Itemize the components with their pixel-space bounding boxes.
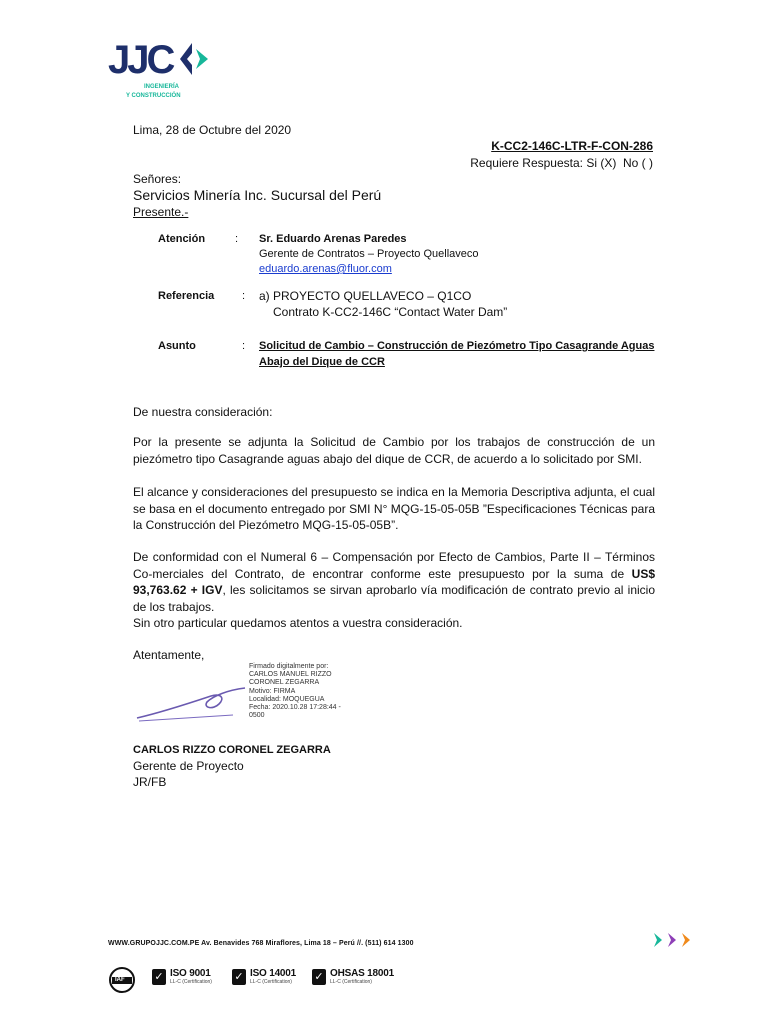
handwritten-signature bbox=[133, 668, 248, 726]
footer-address: WWW.GRUPOJJC.COM.PE Av. Benavides 768 Miraflores, Lima 18 – Perú //. (511) 614 1300 bbox=[108, 940, 414, 947]
salutation: Señores: bbox=[133, 172, 182, 186]
logo-chevron-icon bbox=[178, 41, 214, 77]
digital-signature-meta bbox=[249, 663, 359, 720]
recipient-company: Servicios Minería Inc. Sucursal del Perú bbox=[133, 187, 382, 203]
sig-meta-line: Localidad: MOQUEGUA bbox=[249, 695, 325, 703]
checkmark-icon: ✓ bbox=[232, 969, 246, 985]
cert-title: ISO 9001 bbox=[170, 968, 211, 979]
company-logo bbox=[108, 38, 218, 104]
sig-meta-line: Firmado digitalmente por: bbox=[249, 663, 329, 670]
logo-tagline-1: INGENIERÍA bbox=[144, 84, 180, 90]
checkmark-icon: ✓ bbox=[312, 969, 326, 985]
signer-name: CARLOS RIZZO CORONEL ZEGARRA bbox=[133, 744, 331, 756]
cert-sub: LL-C (Certification) bbox=[250, 979, 292, 985]
cert-iso14001 bbox=[232, 968, 296, 985]
letter-date: Lima, 28 de Octubre del 2020 bbox=[133, 123, 292, 137]
attention-email-link[interactable]: eduardo.arenas@fluor.com bbox=[259, 263, 392, 275]
paragraph-2: El alcance y consideraciones del presupuesto se indica en la Memoria Descriptiva adjunta, el cual se basa en el documento entregado por SMI N° MQG-15-05-05B ”Especificaciones Técnicas para la Construcción del Piezómetro MQG-15-05-05B”. bbox=[133, 485, 655, 532]
attention-label: Atención bbox=[158, 233, 206, 245]
cert-iso9001 bbox=[152, 968, 212, 985]
attention-role: Gerente de Contratos – Proyecto Quellaveco bbox=[259, 248, 479, 260]
subject-line-1: Solicitud de Cambio – Construcción de Piezómetro Tipo Casagrande Aguas bbox=[259, 340, 655, 352]
reference-code: K-CC2-146C-LTR-F-CON-286 bbox=[491, 139, 653, 153]
sig-meta-line: Fecha: 2020.10.28 17:28:44 - bbox=[249, 704, 341, 712]
checkmark-icon: ✓ bbox=[152, 969, 166, 985]
cert-sub: LL-C (Certification) bbox=[330, 979, 372, 985]
signer-role: Gerente de Proyecto bbox=[133, 759, 244, 773]
contract-amount: US$ 93,763.62 + IGV bbox=[133, 566, 655, 597]
cert-title: OHSAS 18001 bbox=[330, 968, 394, 979]
attention-name: Sr. Eduardo Arenas Paredes bbox=[259, 233, 407, 245]
greeting: De nuestra consideración: bbox=[133, 405, 273, 419]
logo-tagline-2: Y CONSTRUCCIÓN bbox=[126, 93, 181, 99]
cert-title: ISO 14001 bbox=[250, 968, 297, 979]
attention-colon: : bbox=[235, 233, 239, 245]
paragraph-3-text-a: De conformidad con el Numeral 6 – Compensación por Efecto de Cambios, Parte II – Términos Co-merciales del Contrato, de encontrar conforme este presupuesto por la suma de bbox=[133, 550, 655, 581]
iaf-label: IAF bbox=[115, 977, 125, 983]
iaf-badge bbox=[108, 966, 136, 994]
paragraph-3 bbox=[133, 549, 655, 615]
reference-line-2: Contrato K-CC2-146C “Contact Water Dam” bbox=[273, 305, 508, 319]
reference-line-1: a) PROYECTO QUELLAVECO – Q1CO bbox=[259, 289, 472, 303]
logo-wordmark: JJC bbox=[108, 38, 173, 82]
reference-label: Referencia bbox=[158, 290, 215, 302]
presente: Presente.- bbox=[133, 205, 189, 219]
arrow-icon bbox=[652, 930, 696, 950]
response-required: Requiere Respuesta: Si (X) No ( ) bbox=[470, 156, 653, 170]
paragraph-1: Por la presente se adjunta la Solicitud de Cambio por los trabajos de construcción de un piezómetro tipo Casagrande aguas abajo del dique de CCR, de acuerdo a lo solicitado por SMI. bbox=[133, 435, 655, 466]
subject-label: Asunto bbox=[158, 340, 196, 352]
closing: Atentamente, bbox=[133, 648, 205, 662]
cert-sub: LL-C (Certification) bbox=[170, 979, 212, 985]
paragraph-4: Sin otro particular quedamos atentos a vuestra consideración. bbox=[133, 616, 463, 630]
paragraph-3-text-b: , les solicitamos se sirvan aprobarlo vía modificación de contrato previo al inicio de los trabajos. bbox=[133, 583, 656, 614]
subject-line-2: Abajo del Dique de CCR bbox=[259, 356, 385, 368]
sig-meta-line: CORONEL ZEGARRA bbox=[249, 679, 320, 687]
sig-meta-line: 0500 bbox=[249, 712, 265, 720]
cert-ohsas18001 bbox=[312, 968, 394, 985]
footer-arrows bbox=[652, 930, 696, 950]
sig-meta-line: CARLOS MANUEL RIZZO bbox=[249, 671, 332, 679]
reference-colon: : bbox=[242, 290, 246, 302]
sig-meta-line: Motivo: FIRMA bbox=[249, 687, 296, 695]
subject-colon: : bbox=[242, 340, 246, 352]
initials: JR/FB bbox=[133, 775, 167, 789]
